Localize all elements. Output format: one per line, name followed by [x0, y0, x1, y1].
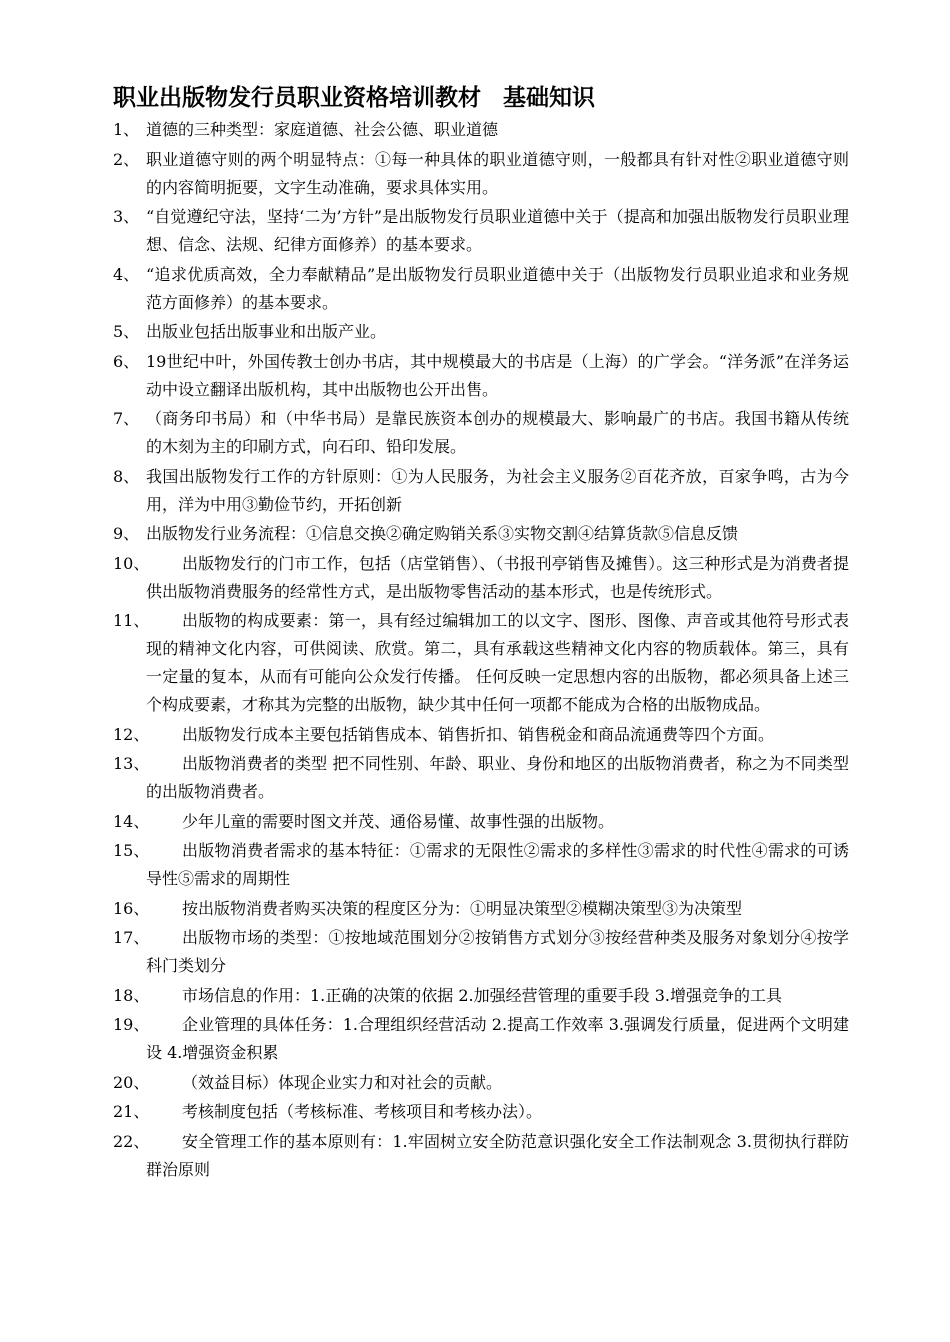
item-text: （商务印书局）和（中华书局）是靠民族资本创办的规模最大、影响最广的书店。我国书籍从传统的木刻为主的印刷方式，向石印、铅印发展。: [146, 409, 849, 456]
item-text: “追求优质高效，全力奉献精品”是出版物发行员职业道德中关于（出版物发行员职业追求和业务规范方面修养）的基本要求。: [146, 264, 849, 312]
list-item: [113, 982, 849, 1010]
item-number: 21、: [113, 1102, 150, 1121]
item-number: 17、: [113, 928, 150, 947]
item-number: 22、: [113, 1131, 150, 1151]
item-text: 出版物市场的类型：①按地域范围划分②按销售方式划分③按经营种类及服务对象划分④按学科门类划分: [146, 928, 849, 975]
document-page: [113, 82, 849, 1185]
item-text: 企业管理的具体任务：1.合理组织经营活动 2.提高工作效率 3.强调发行质量，促进两个文明建设 4.增强资金积累: [146, 1015, 849, 1062]
item-number: 9、: [113, 524, 140, 543]
item-number: 20、: [113, 1072, 150, 1092]
item-number: 15、: [113, 841, 150, 860]
item-text: 出版物消费者的类型 把不同性别、年龄、职业、身份和地区的出版物消费者，称之为不同类型的出版物消费者。: [146, 754, 849, 801]
item-text: 职业道德守则的两个明显特点：①每一种具体的职业道德守则，一般都具有针对性②职业道德守则的内容简明扼要，文字生动准确，要求具体实用。: [146, 149, 849, 197]
item-number: 6、: [113, 351, 140, 371]
list-item: [113, 261, 849, 317]
list-item: [113, 116, 849, 144]
item-text: （效益目标）体现企业实力和对社会的贡献。: [182, 1072, 503, 1092]
list-item: [113, 1098, 849, 1126]
list-item: [113, 750, 849, 806]
item-number: 1、: [113, 120, 140, 139]
item-number: 4、: [113, 264, 140, 284]
item-text: 出版物发行的门市工作，包括（店堂销售）、（书报刊亭销售及摊售）。这三种形式是为消费者提供出版物消费服务的经常性方式，是出版物零售活动的基本形式，也是传统形式。: [146, 553, 849, 601]
list-item: [113, 203, 849, 259]
list-item: [113, 607, 849, 719]
item-text: 出版物发行成本主要包括销售成本、销售折扣、销售税金和商品流通费等四个方面。: [182, 724, 775, 744]
item-number: 7、: [113, 409, 140, 428]
list-item: [113, 1011, 849, 1067]
list-item: [113, 837, 849, 893]
list-item: [113, 1069, 849, 1097]
item-number: 14、: [113, 811, 150, 831]
item-number: 3、: [113, 207, 140, 226]
item-text: “自觉遵纪守法，坚持‘二为’方针”是出版物发行员职业道德中关于（提高和加强出版物发行员职业理想、信念、法规、纪律方面修养）的基本要求。: [146, 207, 849, 254]
list-item: [113, 405, 849, 461]
item-text: 19世纪中叶，外国传教士创办书店，其中规模最大的书店是（上海）的广学会。“洋务派”在洋务运动中设立翻译出版机构，其中出版物也公开出售。: [146, 351, 849, 399]
list-item: [113, 463, 849, 519]
item-number: 5、: [113, 322, 140, 341]
item-number: 19、: [113, 1015, 150, 1034]
item-text: 出版业包括出版事业和出版产业。: [146, 322, 387, 341]
item-number: 18、: [113, 985, 150, 1005]
list-item: [113, 808, 849, 836]
item-text: 安全管理工作的基本原则有：1.牢固树立安全防范意识强化安全工作法制观念 3.贯彻执行群防群治原则: [146, 1131, 849, 1179]
list-item: [113, 895, 849, 923]
item-number: 10、: [113, 553, 150, 573]
item-text: 考核制度包括（考核标准、考核项目和考核办法）。: [182, 1102, 543, 1121]
title-sub: 基础知识: [503, 85, 595, 111]
item-text: 按出版物消费者购买决策的程度区分为：①明显决策型②模糊决策型③为决策型: [182, 898, 743, 918]
list-item: [113, 318, 849, 346]
list-item: [113, 520, 849, 548]
list-item: [113, 550, 849, 606]
item-number: 11、: [113, 611, 150, 630]
item-text: 市场信息的作用：1.正确的决策的依据 2.加强经营管理的重要手段 3.增强竞争的工具: [182, 985, 782, 1005]
list-item: [113, 146, 849, 202]
item-text: 出版物消费者需求的基本特征：①需求的无限性②需求的多样性③需求的时代性④需求的可诱导性⑤需求的周期性: [146, 841, 849, 888]
document-title: [113, 82, 849, 114]
item-number: 16、: [113, 898, 150, 918]
item-text: 道德的三种类型：家庭道德、社会公德、职业道德: [146, 120, 499, 139]
item-text: 少年儿童的需要时图文并茂、通俗易懂、故事性强的出版物。: [182, 811, 615, 831]
item-text: 我国出版物发行工作的方针原则：①为人民服务，为社会主义服务②百花齐放，百家争鸣，古为今用，洋为中用③勤俭节约，开拓创新: [146, 466, 849, 514]
list-item: [113, 1128, 849, 1184]
title-main: 职业出版物发行员职业资格培训教材: [113, 85, 481, 111]
item-number: 8、: [113, 466, 140, 486]
item-number: 12、: [113, 724, 150, 744]
item-number: 13、: [113, 754, 150, 773]
item-number: 2、: [113, 149, 140, 169]
numbered-list: [113, 116, 849, 1184]
list-item: [113, 924, 849, 980]
item-text: 出版物的构成要素：第一，具有经过编辑加工的以文字、图形、图像、声音或其他符号形式表现的精神文化内容，可供阅读、欣赏。第二，具有承载这些精神文化内容的物质载体。第三，具有一定量的复本，从而有可能向公众发行传播。 任何反映一定思想内容的出版物，都必须具备上述三个构成要素，才称其为完整的出版物，缺少其中任何一项都不能成为合格的出版物成品。: [146, 611, 849, 714]
list-item: [113, 721, 849, 749]
list-item: [113, 348, 849, 404]
item-text: 出版物发行业务流程：①信息交换②确定购销关系③实物交割④结算货款⑤信息反馈: [146, 524, 739, 543]
